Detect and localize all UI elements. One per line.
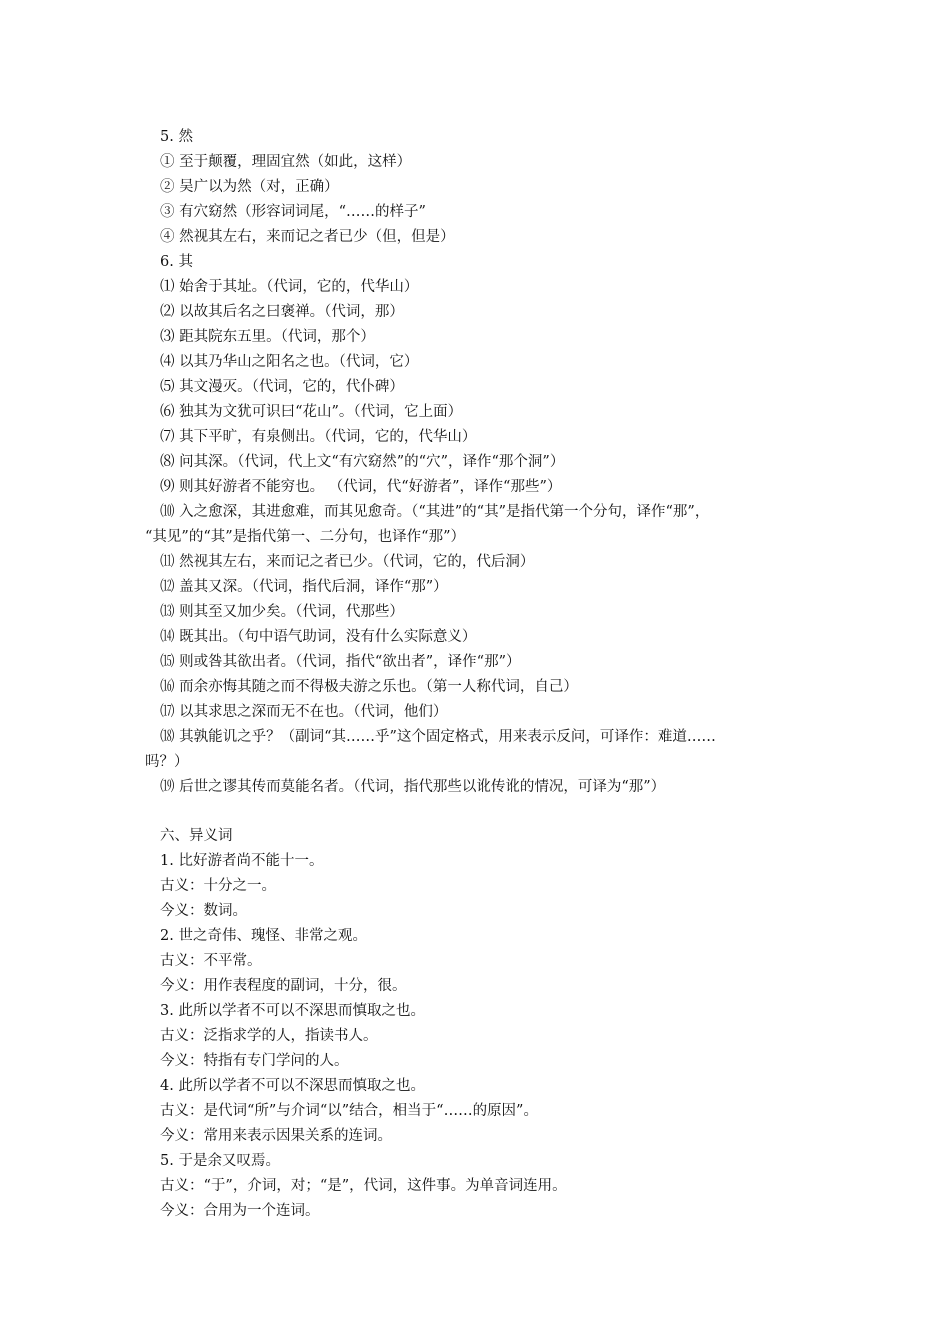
list-item: ⑸ 其文漫灭。（代词，它的，代仆碑） bbox=[160, 379, 404, 395]
list-item: 今义：数词。 bbox=[160, 903, 247, 919]
list-item: 5. 于是余又叹焉。 bbox=[160, 1153, 280, 1169]
list-item: ⒃ 而余亦悔其随之而不得极夫游之乐也。（第一人称代词，自己） bbox=[160, 679, 578, 695]
list-item: ⑺ 其下平旷，有泉侧出。（代词，它的，代华山） bbox=[160, 429, 477, 445]
list-item: ⒅ 其孰能讥之乎？（副词“其……乎”这个固定格式，用来表示反问，可译作：难道…… bbox=[160, 729, 716, 745]
list-item: ④ 然视其左右，来而记之者已少（但，但是） bbox=[160, 229, 455, 245]
list-item: ⑷ 以其乃华山之阳名之也。（代词，它） bbox=[160, 354, 419, 370]
list-item: 古义：是代词“所”与介词“以”结合，相当于“……的原因”。 bbox=[160, 1103, 538, 1119]
list-item: ⑶ 距其院东五里。（代词，那个） bbox=[160, 329, 375, 345]
list-item: 2. 世之奇伟、瑰怪、非常之观。 bbox=[160, 928, 367, 944]
list-item: 今义：合用为一个连词。 bbox=[160, 1203, 320, 1219]
list-item: ⑴ 始舍于其址。（代词，它的，代华山） bbox=[160, 279, 419, 295]
list-item: ⑵ 以故其后名之曰褒禅。（代词，那） bbox=[160, 304, 404, 320]
list-item: ⒄ 以其求思之深而无不在也。（代词，他们） bbox=[160, 704, 448, 720]
list-item: ⑾ 然视其左右，来而记之者已少。（代词，它的，代后洞） bbox=[160, 554, 535, 570]
list-item: 4. 此所以学者不可以不深思而慎取之也。 bbox=[160, 1078, 425, 1094]
list-item: ⑽ 入之愈深，其进愈难，而其见愈奇。（“其进”的“其”是指代第一个分句，译作“那”， bbox=[160, 504, 710, 520]
section-heading-yiyi: 六、异义词 bbox=[160, 828, 233, 844]
list-item: ⑼ 则其好游者不能穷也。 （代词，代“好游者”，译作“那些”） bbox=[160, 479, 562, 495]
list-item: 古义：“于”，介词，对；“是”，代词，这件事。为单音词连用。 bbox=[160, 1178, 567, 1194]
list-item: ⒆ 后世之谬其传而莫能名者。（代词，指代那些以讹传讹的情况，可译为“那”） bbox=[160, 779, 666, 795]
list-item: ⑻ 问其深。（代词，代上文“有穴窈然”的“穴”，译作“那个洞”） bbox=[160, 454, 565, 470]
list-item: ⑹ 独其为文犹可识曰“花山”。（代词，它上面） bbox=[160, 404, 463, 420]
list-item: 今义：特指有专门学问的人。 bbox=[160, 1053, 349, 1069]
list-item: ⒁ 既其出。（句中语气助词，没有什么实际意义） bbox=[160, 629, 477, 645]
list-item: ① 至于颠覆，理固宜然（如此，这样） bbox=[160, 154, 412, 170]
list-item: ⑿ 盖其又深。（代词，指代后洞，译作“那”） bbox=[160, 579, 448, 595]
list-item: 古义：不平常。 bbox=[160, 953, 262, 969]
list-item: 今义：常用来表示因果关系的连词。 bbox=[160, 1128, 392, 1144]
list-item-continuation: “其见”的“其”是指代第一、二分句，也译作“那”） bbox=[145, 529, 465, 545]
section-heading-ran: 5. 然 bbox=[160, 129, 193, 145]
list-item: 3. 此所以学者不可以不深思而慎取之也。 bbox=[160, 1003, 425, 1019]
list-item: ② 吴广以为然（对，正确） bbox=[160, 179, 339, 195]
list-item: ③ 有穴窈然（形容词词尾，“……的样子” bbox=[160, 204, 426, 220]
list-item: ⒀ 则其至又加少矣。（代词，代那些） bbox=[160, 604, 404, 620]
section-heading-qi: 6. 其 bbox=[160, 254, 193, 270]
list-item: 今义：用作表程度的副词，十分，很。 bbox=[160, 978, 407, 994]
list-item-continuation: 吗？） bbox=[145, 754, 189, 770]
list-item: 古义：泛指求学的人，指读书人。 bbox=[160, 1028, 378, 1044]
list-item: 1. 比好游者尚不能十一。 bbox=[160, 853, 324, 869]
list-item: 古义：十分之一。 bbox=[160, 878, 276, 894]
list-item: ⒂ 则或咎其欲出者。（代词，指代“欲出者”，译作“那”） bbox=[160, 654, 521, 670]
